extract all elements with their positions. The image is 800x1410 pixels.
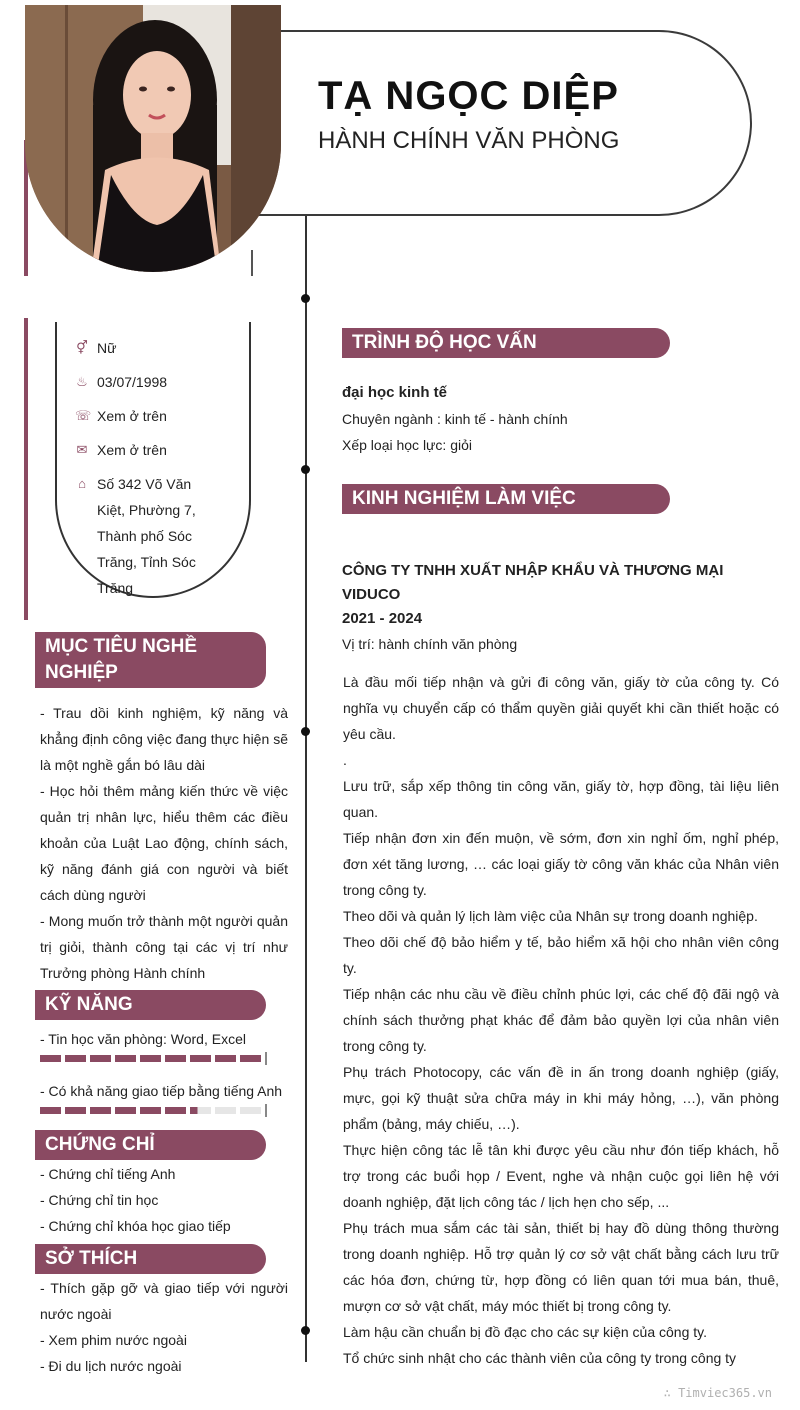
hobby-item: - Xem phim nước ngoài [40, 1332, 187, 1348]
timeline-dot [301, 727, 310, 736]
certificates-list [40, 1161, 290, 1239]
education-heading: TRÌNH ĐỘ HỌC VẤN [342, 328, 670, 358]
header-frame [246, 30, 752, 216]
objective-heading: MỤC TIÊU NGHỀ NGHIỆP [35, 632, 266, 688]
home-icon: ⌂ [78, 476, 86, 491]
skill-bar-segment [240, 1107, 261, 1114]
skill-bar-segment [165, 1055, 186, 1062]
contact-birthday-text: 03/07/1998 [97, 374, 168, 390]
skill-bar-segment [215, 1055, 236, 1062]
skill-bar-segment [215, 1107, 236, 1114]
contact-phone-text: Xem ở trên [97, 408, 167, 424]
job-duties [343, 669, 779, 1371]
contact-gender-text: Nữ [97, 340, 117, 356]
birthday-cake-icon: ♨ [76, 374, 88, 389]
duty-item: Lưu trữ, sắp xếp thông tin công văn, giấy tờ, hợp đồng, tài liệu liên quan. [343, 778, 779, 820]
skill-bar-segment [240, 1055, 261, 1062]
skill-name: - Có khả năng giao tiếp bằng tiếng Anh [40, 1083, 283, 1099]
education-grade: Xếp loại học lực: giỏi [342, 437, 472, 453]
job-position: Vị trí: hành chính văn phòng [342, 636, 518, 652]
duty-item: Tiếp nhận đơn xin đến muộn, về sớm, đơn xin nghỉ ốm, nghỉ phép, đơn xét tăng lương, … các loại giấy tờ công văn khác của Nhân viên trong công ty. [343, 830, 779, 898]
experience-header [342, 559, 742, 657]
contact-address-text: Số 342 Võ Văn Kiệt, Phường 7, Thành phố Sóc Trăng, Tỉnh Sóc Trăng [97, 476, 196, 596]
timeline-dot [301, 294, 310, 303]
candidate-name: TẠ NGỌC DIỆP [318, 74, 619, 118]
experience-heading: KINH NGHIỆM LÀM VIỆC [342, 484, 670, 514]
duty-item: Là đầu mối tiếp nhận và gửi đi công văn, giấy tờ của công ty. Có nghĩa vụ chuyển cấp có thẩm quyền giải quyết khi cần thiết hoặc có yêu cầu. [343, 674, 779, 742]
candidate-role: HÀNH CHÍNH VĂN PHÒNG [318, 127, 620, 154]
work-period: 2021 - 2024 [342, 610, 423, 627]
skill-bar-end [265, 1052, 267, 1065]
certificate-item: - Chứng chỉ tin học [40, 1192, 159, 1208]
contact-gender [75, 335, 203, 361]
skills-heading: KỸ NĂNG [35, 990, 266, 1020]
skill-bar-segment [115, 1107, 136, 1114]
skill-bar-end [265, 1104, 267, 1117]
portrait-illustration [25, 5, 281, 272]
certificate-item: - Chứng chỉ tiếng Anh [40, 1166, 176, 1182]
gender-icon: ⚥ [76, 340, 88, 355]
profile-photo [25, 5, 281, 272]
skill-bar-segment [90, 1055, 111, 1062]
timeline-dot [301, 465, 310, 474]
duty-item: Tổ chức sinh nhật cho các thành viên của công ty trong công ty [343, 1350, 737, 1366]
objective-line: - Học hỏi thêm mảng kiến thức về việc quản trị nhân lực, hiểu thêm các điều khoản của Luật Lao động, chính sách, kỹ năng đánh giá con người và biết cách dùng người [40, 783, 288, 903]
skill-bar [40, 1055, 267, 1062]
duty-item: Phụ trách Photocopy, các vấn đề in ấn trong doanh nghiệp (giấy, mực, gọi kỹ thuật sửa chữa máy in khi máy hỏng, …), văn phòng phẩm (bảng, máy chiếu, …). [343, 1064, 779, 1132]
skill-bar [40, 1107, 267, 1114]
timeline-dot [301, 1326, 310, 1335]
certificate-item: - Chứng chỉ khóa học giao tiếp [40, 1218, 231, 1234]
duty-item: . [343, 752, 347, 768]
education-major: Chuyên ngành : kinh tế - hành chính [342, 411, 568, 427]
skill-bar-segment [40, 1107, 61, 1114]
timeline-line [305, 216, 307, 1362]
email-icon: ✉ [76, 442, 88, 457]
contact-email-text: Xem ở trên [97, 442, 167, 458]
contact-phone [75, 403, 203, 429]
skill-bar-segment [65, 1055, 86, 1062]
skill-bar-segment [190, 1055, 211, 1062]
skill-bar-segment [90, 1107, 111, 1114]
duty-item: Thực hiện công tác lễ tân khi được yêu cầu như đón tiếp khách, hỗ trợ trong các buổi họp / Event, nghe và nhận cuộc gọi liên hệ với doanh nghiệp, đặt lịch công tác / lịch hẹn cho sếp, ... [343, 1142, 779, 1210]
watermark: ∴ Timviec365.vn [663, 1386, 772, 1400]
skill-bar-segment [140, 1055, 161, 1062]
hobby-item: - Đi du lịch nước ngoài [40, 1358, 182, 1374]
hobbies-list [40, 1275, 288, 1379]
duty-item: Phụ trách mua sắm các tài sản, thiết bị hay đồ dùng thông thường trong doanh nghiệp. Hỗ trợ quản lý cơ sở vật chất bằng cách lưu trữ các hóa đơn, chứng từ, hợp đồng có liên quan tới mua bán, thuê, mượn cơ sở vật chất, máy móc thiết bị trong công ty. [343, 1220, 779, 1314]
photo-divider-line [251, 250, 253, 276]
objective-line: - Trau dồi kinh nghiệm, kỹ năng và khẳng định công việc đang thực hiện sẽ là một nghề gắn bó lâu dài [40, 705, 288, 773]
duty-item: Theo dõi và quản lý lịch làm việc của Nhân sự trong doanh nghiệp. [343, 908, 758, 924]
skill-bar-segment [40, 1055, 61, 1062]
company-name: CÔNG TY TNHH XUẤT NHẬP KHẨU VÀ THƯƠNG MẠI VIDUCO [342, 562, 724, 603]
duty-item: Tiếp nhận các nhu cầu về điều chỉnh phúc lợi, các chế độ đãi ngộ và chính sách thưởng phạt khác để đảm bảo quyền lợi của nhân viên trong công ty. [343, 986, 779, 1054]
duty-item: Làm hậu cần chuẩn bị đồ đạc cho các sự kiện của công ty. [343, 1324, 707, 1340]
hobby-item: - Thích gặp gỡ và giao tiếp với người nước ngoài [40, 1280, 288, 1322]
contact-birthday [75, 369, 203, 395]
left-accent-bar-lower [24, 318, 28, 620]
education-school: đại học kinh tế [342, 384, 448, 401]
hobbies-heading: SỞ THÍCH [35, 1244, 266, 1274]
skill-name: - Tin học văn phòng: Word, Excel [40, 1031, 246, 1047]
contact-email [75, 437, 203, 463]
objective-body [40, 700, 288, 986]
skill-bar-segment [190, 1107, 211, 1114]
duty-item: Theo dõi chế độ bảo hiểm y tế, bảo hiểm xã hội cho nhân viên công ty. [343, 934, 779, 976]
contact-address [75, 471, 203, 601]
skill-bar-segment [165, 1107, 186, 1114]
certificates-heading: CHỨNG CHỈ [35, 1130, 266, 1160]
phone-icon: ☏ [75, 408, 92, 423]
skill-bar-segment [140, 1107, 161, 1114]
skill-bar-segment [65, 1107, 86, 1114]
skill-bar-segment [115, 1055, 136, 1062]
education-entry [342, 380, 782, 458]
objective-line: - Mong muốn trở thành một người quản trị giỏi, thành công tại các vị trí như Trưởng phòng Hành chính [40, 913, 288, 981]
